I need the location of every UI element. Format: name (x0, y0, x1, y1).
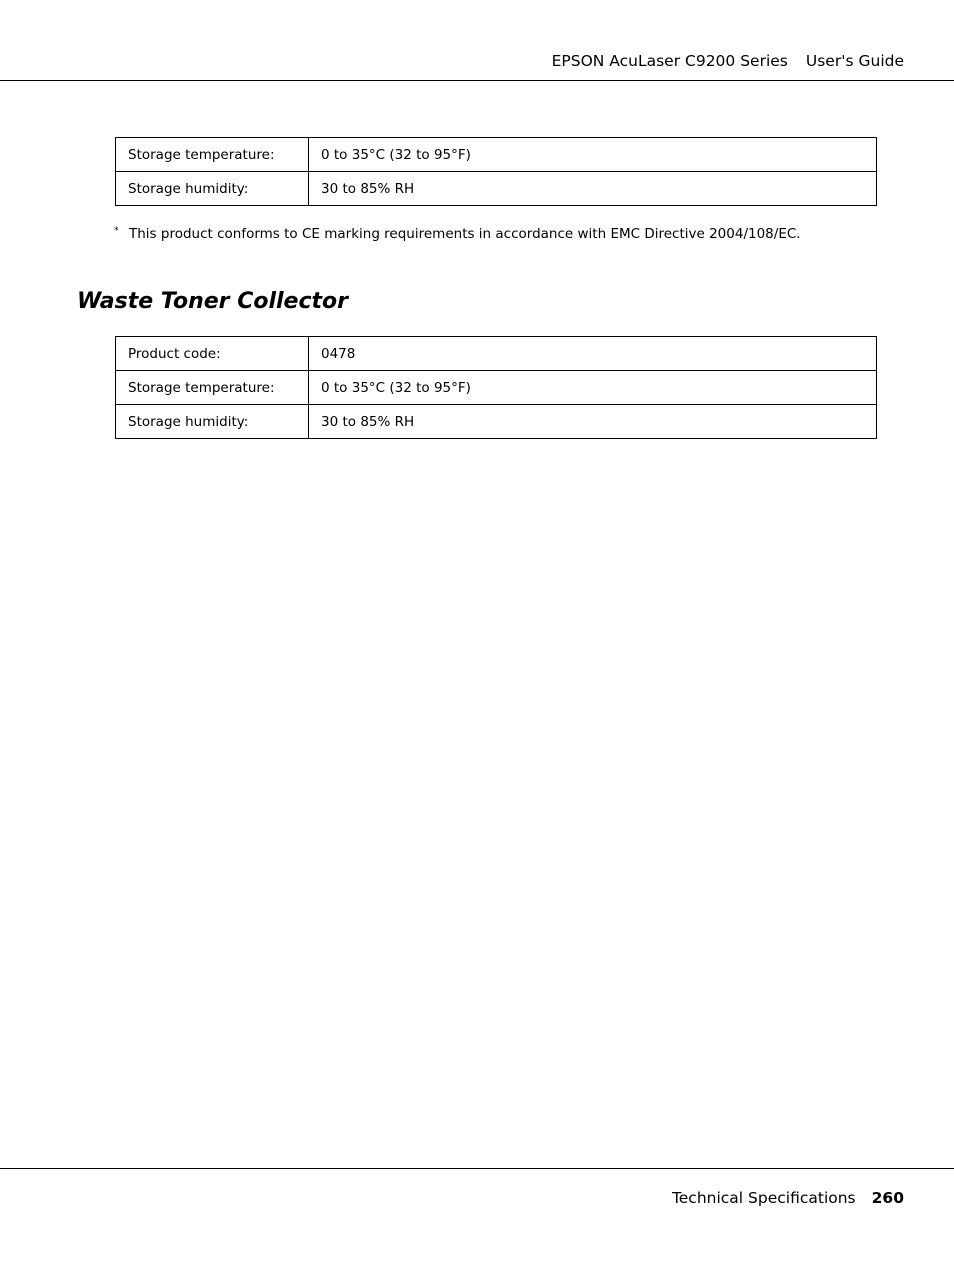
row-label: Storage humidity: (116, 405, 309, 439)
row-value: 30 to 85% RH (309, 172, 877, 206)
footnote-text: This product conforms to CE marking requirements in accordance with EMC Directive 2004/108/EC. (129, 226, 801, 242)
header-guide-title: User's Guide (805, 52, 904, 70)
section-heading: Waste Toner Collector (77, 289, 348, 314)
page-header (0, 0, 954, 81)
table-row (116, 337, 877, 371)
table-row (116, 371, 877, 405)
waste-toner-spec-table (115, 336, 877, 439)
table-row (116, 138, 877, 172)
footnote-marker: * (114, 226, 119, 236)
row-label: Storage temperature: (116, 138, 309, 172)
header-product-name: EPSON AcuLaser C9200 Series (551, 52, 788, 70)
row-label: Storage temperature: (116, 371, 309, 405)
row-value: 0 to 35°C (32 to 95°F) (309, 138, 877, 172)
row-label: Storage humidity: (116, 172, 309, 206)
page-number: 260 (871, 1189, 904, 1207)
storage-spec-table (115, 137, 877, 206)
footnote (114, 224, 801, 244)
running-header (552, 51, 904, 71)
table-row (116, 172, 877, 206)
row-label: Product code: (116, 337, 309, 371)
footer-chapter: Technical Specifications (671, 1189, 856, 1207)
row-value: 0 to 35°C (32 to 95°F) (309, 371, 877, 405)
row-value: 0478 (309, 337, 877, 371)
row-value: 30 to 85% RH (309, 405, 877, 439)
running-footer (672, 1187, 904, 1209)
table-row (116, 405, 877, 439)
page-footer (0, 1168, 954, 1207)
